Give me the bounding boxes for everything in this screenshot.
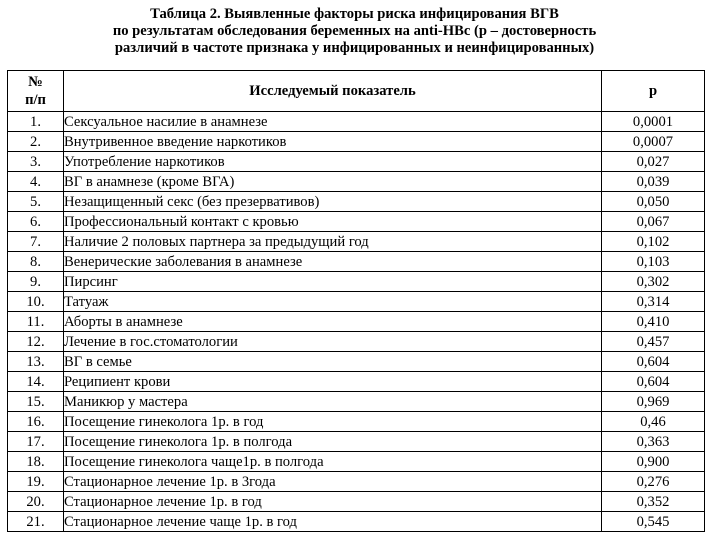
row-p-value: 0,900	[602, 452, 705, 472]
caption-line-2: по результатам обследования беременных на anti-HBc (р – достоверность	[112, 23, 597, 39]
row-indicator: Лечение в гос.стоматологии	[64, 332, 602, 352]
table-row	[8, 132, 705, 152]
row-number: 21.	[8, 512, 64, 532]
row-indicator: Стационарное лечение 1р. в 3года	[64, 472, 602, 492]
table-row	[8, 472, 705, 492]
row-p-value: 0,0007	[602, 132, 705, 152]
table-row	[8, 432, 705, 452]
row-number: 9.	[8, 272, 64, 292]
table-row	[8, 412, 705, 432]
row-p-value: 0,410	[602, 312, 705, 332]
row-number: 14.	[8, 372, 64, 392]
row-number: 6.	[8, 212, 64, 232]
caption-line-3: различий в частоте признака у инфицированных и неинфицированных)	[114, 40, 595, 56]
header-indicator: Исследуемый показатель	[64, 71, 602, 112]
row-number: 8.	[8, 252, 64, 272]
row-p-value: 0,039	[602, 172, 705, 192]
row-indicator: Посещение гинеколога 1р. в год	[64, 412, 602, 432]
row-indicator: Пирсинг	[64, 272, 602, 292]
row-indicator: Посещение гинеколога 1р. в полгода	[64, 432, 602, 452]
caption-line-1: Таблица 2. Выявленные факторы риска инфицирования ВГВ	[150, 6, 559, 22]
header-number	[8, 71, 64, 112]
row-p-value: 0,050	[602, 192, 705, 212]
table-row	[8, 272, 705, 292]
table-row	[8, 152, 705, 172]
risk-factors-table	[7, 70, 705, 532]
table-row	[8, 312, 705, 332]
row-p-value: 0,352	[602, 492, 705, 512]
row-p-value: 0,604	[602, 372, 705, 392]
header-row	[8, 71, 705, 112]
row-number: 1.	[8, 112, 64, 132]
row-number: 13.	[8, 352, 64, 372]
table-row	[8, 352, 705, 372]
table-row	[8, 172, 705, 192]
row-p-value: 0,46	[602, 412, 705, 432]
row-number: 20.	[8, 492, 64, 512]
row-p-value: 0,0001	[602, 112, 705, 132]
table-row	[8, 492, 705, 512]
row-indicator: Татуаж	[64, 292, 602, 312]
table-row	[8, 332, 705, 352]
table-row	[8, 212, 705, 232]
row-indicator: Реципиент крови	[64, 372, 602, 392]
table-row	[8, 372, 705, 392]
row-indicator: Сексуальное насилие в анамнезе	[64, 112, 602, 132]
row-p-value: 0,457	[602, 332, 705, 352]
row-p-value: 0,363	[602, 432, 705, 452]
row-indicator: Аборты в анамнезе	[64, 312, 602, 332]
row-p-value: 0,302	[602, 272, 705, 292]
row-indicator: Стационарное лечение чаще 1р. в год	[64, 512, 602, 532]
row-indicator: Маникюр у мастера	[64, 392, 602, 412]
row-p-value: 0,027	[602, 152, 705, 172]
table-row	[8, 452, 705, 472]
row-number: 11.	[8, 312, 64, 332]
header-number-line-1: №	[28, 74, 43, 90]
row-indicator: ВГ в семье	[64, 352, 602, 372]
row-p-value: 0,067	[602, 212, 705, 232]
table-caption	[0, 6, 709, 57]
row-number: 10.	[8, 292, 64, 312]
row-number: 2.	[8, 132, 64, 152]
row-indicator: Наличие 2 половых партнера за предыдущий год	[64, 232, 602, 252]
row-indicator: Стационарное лечение 1р. в год	[64, 492, 602, 512]
table-row	[8, 232, 705, 252]
row-p-value: 0,103	[602, 252, 705, 272]
table-row	[8, 512, 705, 532]
row-number: 17.	[8, 432, 64, 452]
row-number: 12.	[8, 332, 64, 352]
row-number: 18.	[8, 452, 64, 472]
row-indicator: Употребление наркотиков	[64, 152, 602, 172]
row-number: 5.	[8, 192, 64, 212]
row-indicator: ВГ в анамнезе (кроме ВГА)	[64, 172, 602, 192]
row-indicator: Незащищенный секс (без презервативов)	[64, 192, 602, 212]
table-row	[8, 252, 705, 272]
row-p-value: 0,545	[602, 512, 705, 532]
row-p-value: 0,969	[602, 392, 705, 412]
row-number: 4.	[8, 172, 64, 192]
table-row	[8, 192, 705, 212]
row-number: 3.	[8, 152, 64, 172]
row-p-value: 0,276	[602, 472, 705, 492]
row-indicator: Посещение гинеколога чаще1р. в полгода	[64, 452, 602, 472]
row-p-value: 0,604	[602, 352, 705, 372]
table-row	[8, 392, 705, 412]
row-indicator: Профессиональный контакт с кровью	[64, 212, 602, 232]
table-row	[8, 112, 705, 132]
row-indicator: Внутривенное введение наркотиков	[64, 132, 602, 152]
table-body	[8, 112, 705, 532]
header-p-value: р	[602, 71, 705, 112]
table-header	[8, 71, 705, 112]
row-number: 7.	[8, 232, 64, 252]
row-number: 15.	[8, 392, 64, 412]
header-number-line-2: п/п	[25, 92, 46, 108]
table-row	[8, 292, 705, 312]
row-p-value: 0,314	[602, 292, 705, 312]
row-number: 19.	[8, 472, 64, 492]
row-number: 16.	[8, 412, 64, 432]
row-p-value: 0,102	[602, 232, 705, 252]
row-indicator: Венерические заболевания в анамнезе	[64, 252, 602, 272]
